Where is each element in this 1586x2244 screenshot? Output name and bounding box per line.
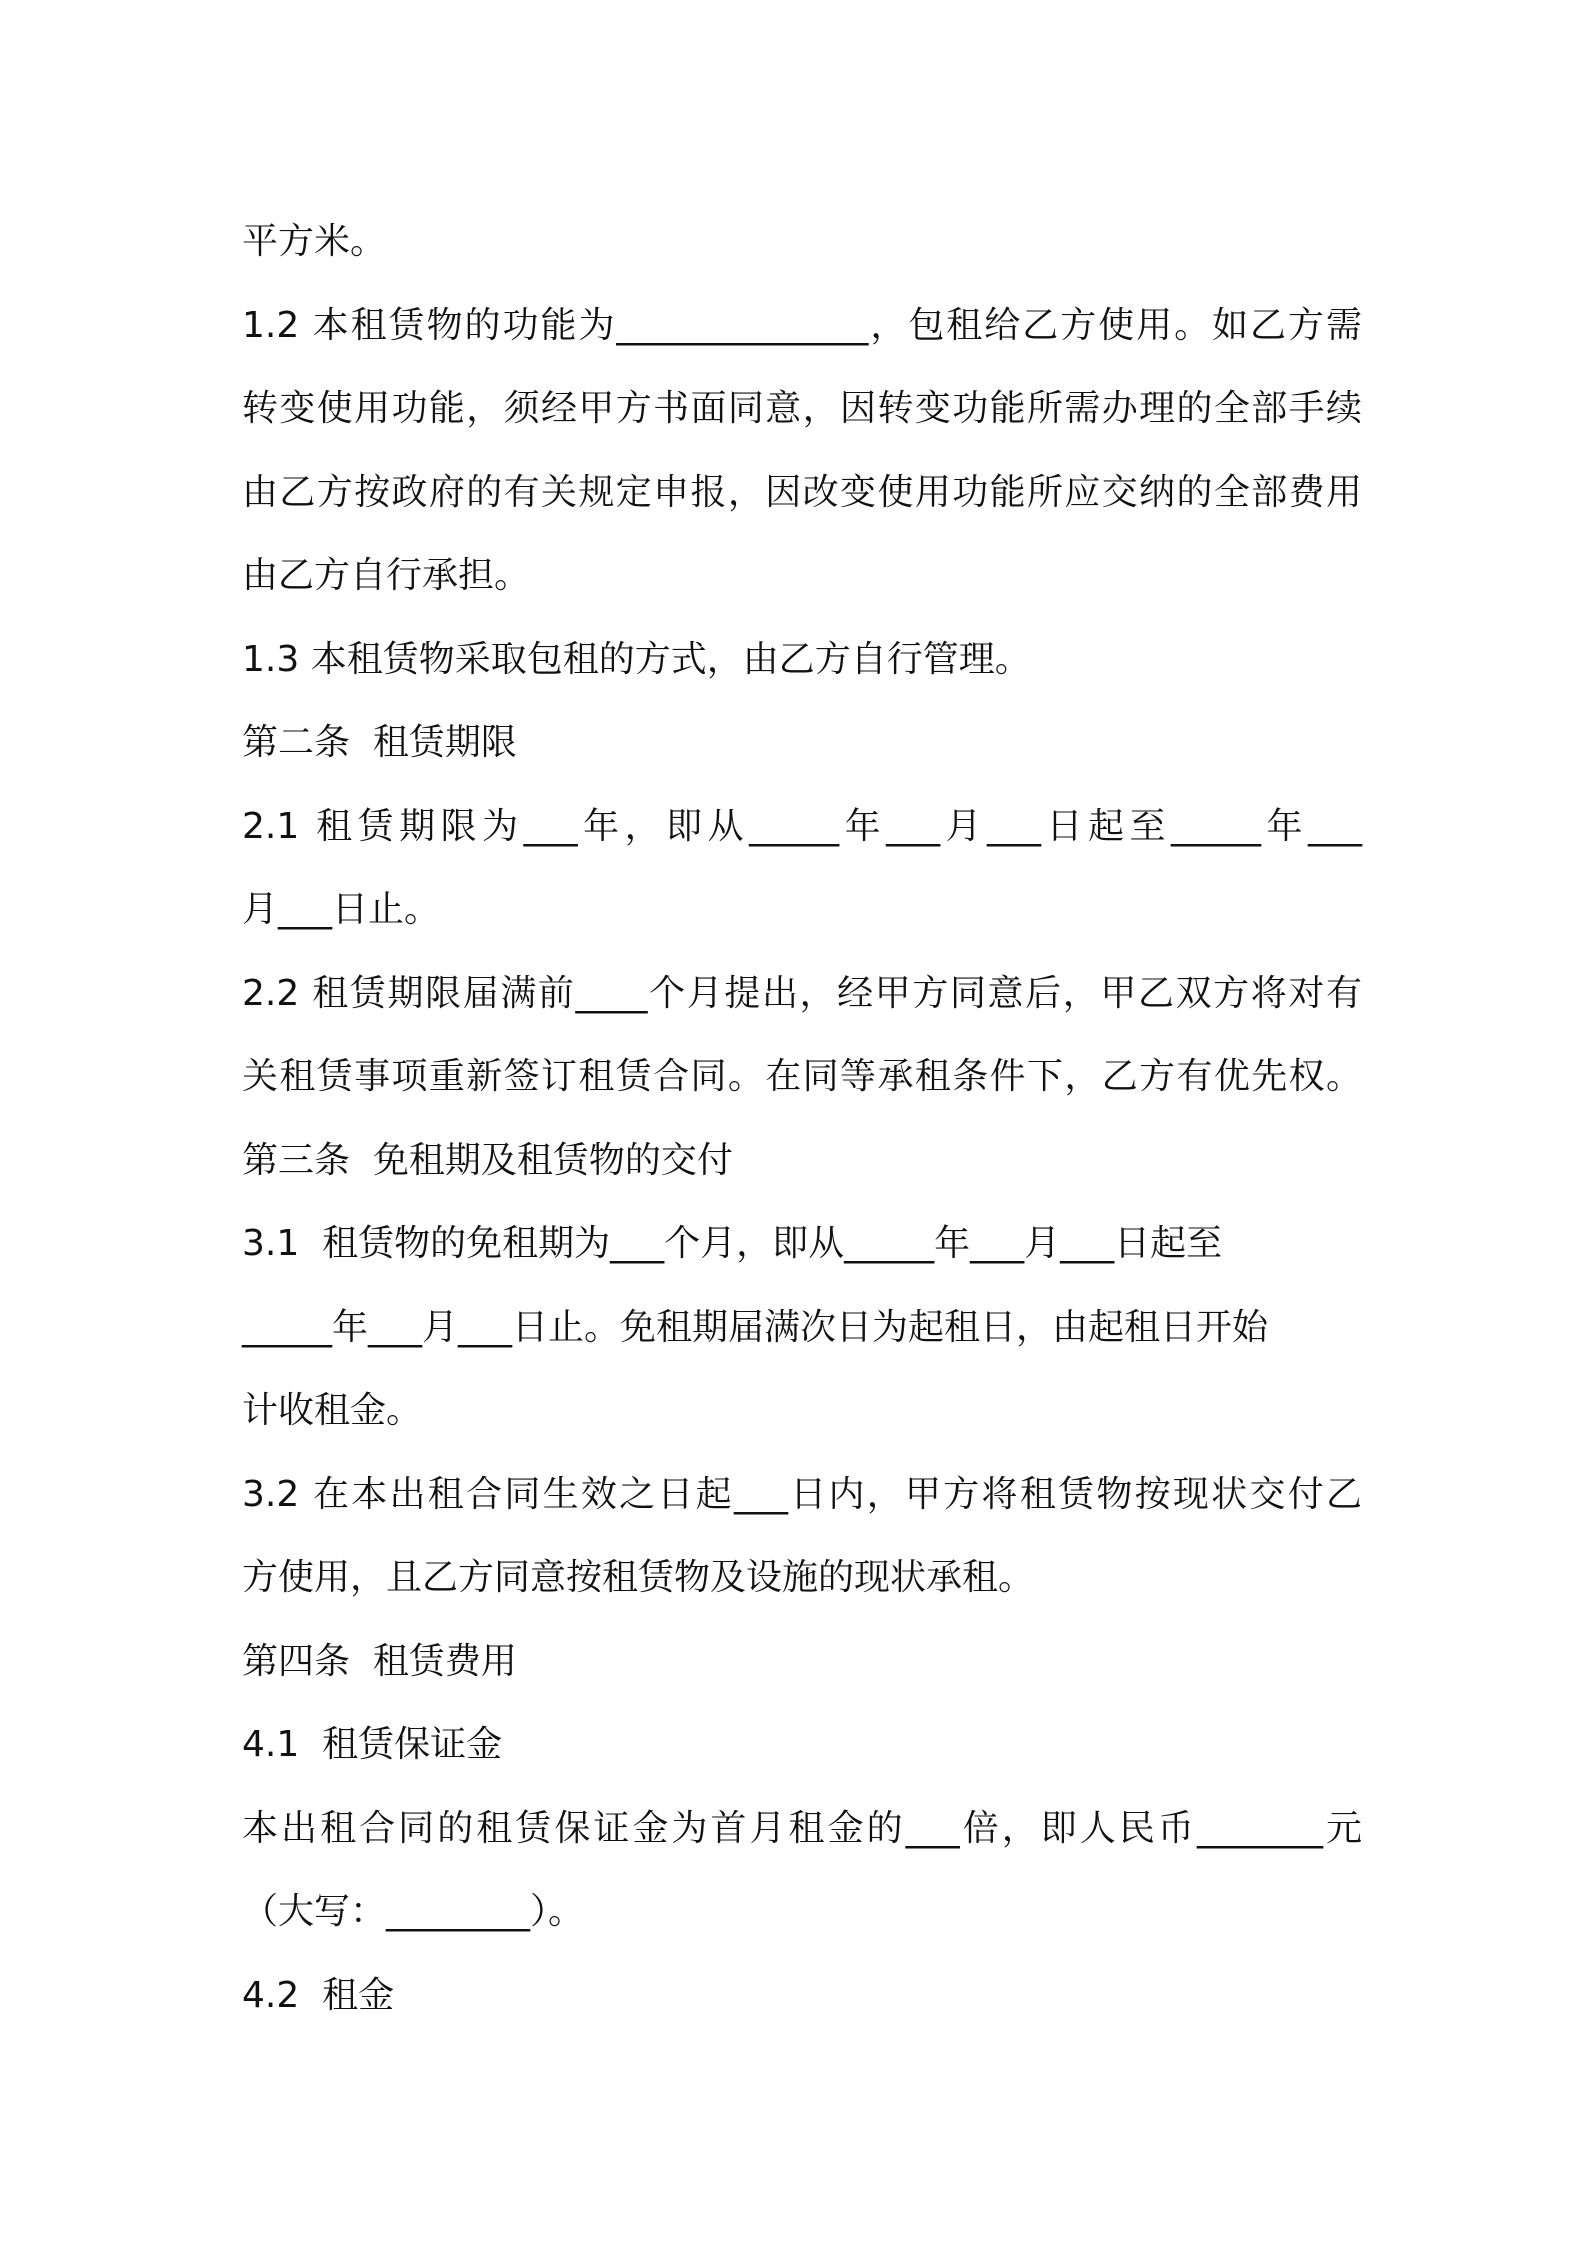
document-body <box>242 200 1362 2037</box>
section-heading: 第二条 租赁期限 <box>242 722 517 763</box>
text-line: 本出租合同的租赁保证金为首月租金的___倍，即人民币_______元 <box>242 1807 1362 1849</box>
text-line: 转变使用功能，须经甲方书面同意，因转变功能所需办理的全部手续 <box>242 388 1362 429</box>
text-line: 1.3 本租赁物采取包租的方式，由乙方自行管理。 <box>242 638 1031 680</box>
text-line: 方使用，且乙方同意按租赁物及设施的现状承租。 <box>242 1557 1035 1598</box>
text-line: 平方米。 <box>242 221 387 262</box>
text-line: 1.2 本租赁物的功能为______________，包租给乙方使用。如乙方需 <box>242 304 1362 346</box>
text-line: 3.1 租赁物的免租期为___个月，即从_____年___月___日起至 <box>242 1223 1223 1264</box>
section-heading: 第四条 租赁费用 <box>242 1640 517 1682</box>
subsection-heading: 4.2 租金 <box>242 1974 395 2016</box>
section-heading: 第三条 免租期及租赁物的交付 <box>242 1139 733 1181</box>
subsection-heading: 4.1 租赁保证金 <box>242 1724 503 1765</box>
text-line: 计收租金。 <box>242 1390 423 1431</box>
text-line: 由乙方自行承担。 <box>242 555 531 596</box>
text-line: _____年___月___日止。免租期届满次日为起租日，由起租日开始 <box>242 1306 1269 1348</box>
text-line: 3.2 在本出租合同生效之日起___日内，甲方将租赁物按现状交付乙 <box>242 1473 1362 1515</box>
text-line: （大写：________）。 <box>242 1891 585 1932</box>
text-line: 月___日止。 <box>242 889 441 930</box>
text-line: 关租赁事项重新签订租赁合同。在同等承租条件下，乙方有优先权。 <box>242 1056 1362 1097</box>
text-line: 2.2 租赁期限届满前____个月提出，经甲方同意后，甲乙双方将对有 <box>242 972 1362 1014</box>
text-line: 2.1 租赁期限为___年，即从_____年___月___日起至_____年___ <box>242 805 1362 847</box>
text-line: 由乙方按政府的有关规定申报，因改变使用功能所应交纳的全部费用 <box>242 471 1362 513</box>
